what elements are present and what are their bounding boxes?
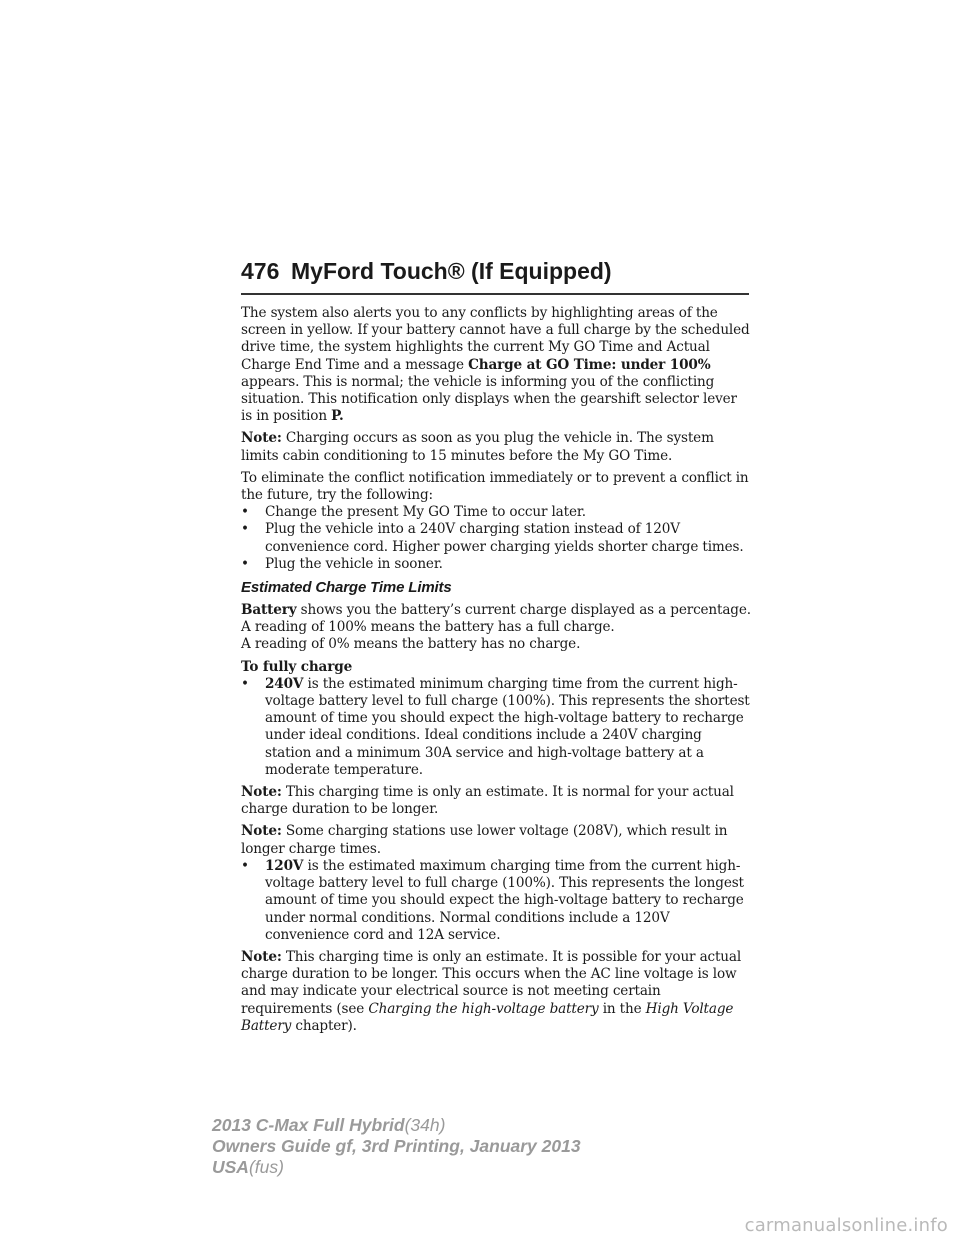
chapter-title: MyFord Touch® (If Equipped) <box>291 258 612 284</box>
charge-240v-list <box>241 676 751 779</box>
gear-position: P <box>331 408 339 425</box>
note-label: Note: <box>241 430 282 447</box>
bullet-icon: • <box>241 675 249 692</box>
footer-line-1: 2013 C-Max Full Hybrid(34h) <box>212 1115 446 1135</box>
list-item: • 120V is the estimated maximum charging time from the current high-voltage battery level to full charge (100%). This represents the longest amount of time you should expect the high-voltage battery to recharge under normal conditions. Normal conditions include a 120V convenience cord and 12A service. <box>241 857 744 943</box>
reference-chapter: High Voltage Battery <box>241 1000 734 1034</box>
bullet-icon: • <box>241 555 249 572</box>
bullet-icon: • <box>241 521 249 538</box>
message-charge-at-go-time: Charge at GO Time: under 100% <box>468 356 711 373</box>
note-estimate: Note: This charging time is only an estimate. It is normal for your actual charge duration to be longer. <box>241 784 734 818</box>
charge-120v-list <box>241 858 751 944</box>
section-heading: Estimated Charge Time Limits <box>241 579 452 597</box>
footer-line-3: USA(fus) <box>212 1157 284 1177</box>
battery-label: Battery <box>241 602 297 619</box>
paragraph-battery: Battery shows you the battery’s current charge displayed as a percentage. A reading of 100% means the battery has a full charge. A reading of 0% means the battery has no charge. <box>241 602 751 653</box>
conflict-tips-list <box>241 504 751 573</box>
list-item: • 240V is the estimated minimum charging time from the current high-voltage battery level to full charge (100%). This represents the shortest amount of time you should expect the high-voltage battery to recharge under ideal conditions. Ideal conditions include a 240V charging station and a minimum 30A service and high-voltage battery at a moderate temperature. <box>241 675 750 778</box>
page-content <box>241 305 751 1040</box>
page-footer <box>212 1115 581 1178</box>
note-label: Note: <box>241 784 282 801</box>
paragraph-conflicts: The system also alerts you to any conflicts by highlighting areas of the screen in yellow. If your battery cannot have a full charge by the scheduled drive time, the system highlights the current My GO Time and Actual Charge End Time and a message Charge at GO Time: under 100% appears. This is normal; the vehicle is informing you of the conflicting situation. This notification only displays when the gearshift selector lever is in position P. <box>241 305 750 425</box>
note-charging: Note: Charging occurs as soon as you plug the vehicle in. The system limits cabin conditioning to 15 minutes before the My GO Time. <box>241 430 714 464</box>
label-240v: 240V <box>265 675 304 692</box>
note-ac-line: Note: This charging time is only an estimate. It is possible for your actual charge duration to be longer. This occurs when the AC line voltage is low and may indicate your electrical source is not meeting certain requirements (see Charging the high-voltage battery in the High Voltage Battery chapter). <box>241 948 742 1034</box>
list-item: • Plug the vehicle in sooner. <box>241 555 443 572</box>
footer-line-2: Owners Guide gf, 3rd Printing, January 2013 <box>212 1136 581 1156</box>
page-header <box>241 252 751 300</box>
page-number: 476 <box>241 258 280 284</box>
note-lower-voltage: Note: Some charging stations use lower voltage (208V), which result in longer charge times. <box>241 823 728 857</box>
note-label: Note: <box>241 948 282 965</box>
paragraph-eliminate-conflict: To eliminate the conflict notification immediately or to prevent a conflict in the future, try the following: <box>241 469 749 504</box>
label-120v: 120V <box>265 857 304 874</box>
bullet-icon: • <box>241 857 249 874</box>
fully-charge-label: To fully charge <box>241 658 353 675</box>
reference-charging-section: Charging the high-voltage battery <box>368 1000 599 1017</box>
watermark: carmanualsonline.info <box>744 1215 948 1236</box>
header-rule <box>241 293 749 295</box>
note-label: Note: <box>241 823 282 840</box>
bullet-icon: • <box>241 504 249 521</box>
list-item: • Change the present My GO Time to occur later. <box>241 504 586 521</box>
list-item: • Plug the vehicle into a 240V charging station instead of 120V convenience cord. Higher power charging yields shorter charge times. <box>241 521 744 555</box>
